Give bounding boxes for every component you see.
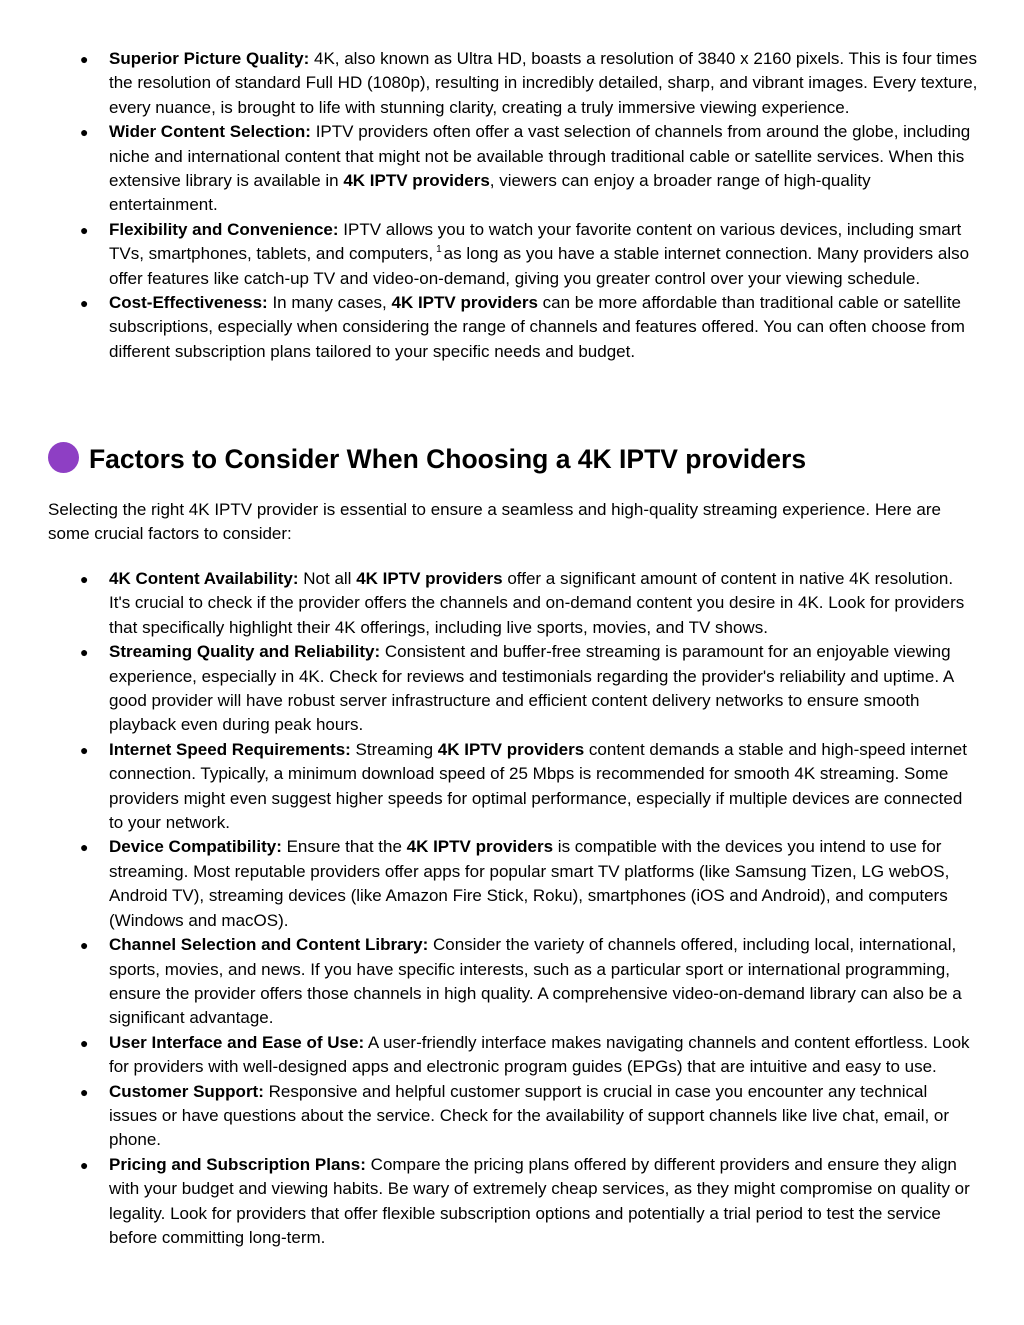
item-text: as long as you have a stable internet connection. Many providers also offer features like catch-up TV and video-on-demand, giving you greater control over your viewing schedule. — [109, 244, 970, 288]
item-title: Cost-Effectiveness: — [109, 293, 268, 313]
list-item — [0, 218, 1024, 291]
keyword: 4K IPTV providers — [437, 739, 585, 759]
bullet-icon: ● — [80, 571, 89, 587]
bullet-icon: ● — [80, 51, 89, 67]
list-item — [0, 291, 1024, 364]
item-text: In many cases, — [267, 293, 392, 313]
heading-text: Factors to Consider When Choosing a 4K IPTV providers — [89, 444, 807, 474]
item-text: content demands a stable and high-speed internet connection. Typically, a minimum download speed of 25 Mbps is recommended for smooth 4K streaming. Some providers might even suggest higher speeds for optimal performance, especially if multiple devices are connected to your network. — [109, 739, 967, 833]
item-text: IPTV allows you to watch your favorite content on various devices, including smart TVs, smartphones, tablets, and computers, — [109, 219, 962, 264]
list-item — [0, 835, 1024, 933]
item-text: 4K, also known as Ultra HD, boasts a resolution of 3840 x 2160 pixels. This is four times the resolution of standard Full HD (1080p), resulting in incredibly detailed, sharp, and vibrant images. Every texture, every nuance, is brought to life with stunning clarity, creating a truly immersive viewing experience. — [109, 49, 978, 117]
item-title: Customer Support: — [109, 1081, 264, 1101]
item-title: Flexibility and Convenience: — [109, 219, 339, 239]
bullet-icon: ● — [80, 644, 89, 661]
item-title: Streaming Quality and Reliability: — [109, 642, 381, 662]
item-text: offer a significant amount of content in native 4K resolution. It's crucial to check if the provider offers the channels and on-demand content you desire in 4K. Look for providers that specifically highlight their 4K offerings, including live sports, movies, and TV shows. — [109, 569, 965, 637]
intro-paragraph: Selecting the right 4K IPTV provider is essential to ensure a seamless and high-quality streaming experience. Here are some crucial factors to consider: — [48, 500, 941, 544]
list-item — [0, 1080, 1024, 1153]
item-text: Responsive and helpful customer support is crucial in case you encounter any technical issues or have questions about the service. Check for the availability of support channels like live chat, email, or phone. — [109, 1081, 950, 1150]
item-text: Compare the pricing plans offered by different providers and ensure they align with your budget and viewing habits. Be wary of extremely cheap services, as they might compromise on quality or legality. Look for providers that offer flexible subscription options and potentially a trial period to test the service before committing long-term. — [109, 1154, 970, 1247]
list-item — [0, 738, 1024, 836]
bullet-icon: ● — [80, 839, 89, 856]
item-text: Consider the variety of channels offered, including local, international, sports, movies, and news. If you have specific interests, such as a particular sport or international programming, ensure the provider offers those channels in high quality. A comprehensive video-on-demand library can also be a significant advantage. — [109, 935, 962, 1028]
bullet-icon: ● — [80, 1083, 89, 1100]
list-item — [0, 120, 1024, 218]
factors-list — [0, 567, 1024, 1250]
list-item — [0, 47, 1024, 120]
item-title: Channel Selection and Content Library: — [109, 935, 429, 955]
list-item — [0, 640, 1024, 738]
item-title: Pricing and Subscription Plans: — [109, 1154, 366, 1174]
keyword: 4K IPTV providers — [391, 293, 538, 313]
item-text: Streaming — [350, 739, 438, 759]
bullet-icon: ● — [80, 1156, 89, 1173]
bullet-icon: ● — [80, 295, 89, 312]
item-title: Device Compatibility: — [109, 837, 282, 857]
item-text: Not all — [298, 569, 357, 588]
list-item — [0, 1031, 1024, 1080]
bullet-icon: ● — [80, 124, 89, 141]
item-text: Ensure that the — [281, 837, 407, 857]
item-text: A user-friendly interface makes navigating channels and content effortless. Look for providers with well-designed apps and electronic program guides (EPGs) that are intuitive and easy to use. — [109, 1032, 970, 1077]
bullet-icon: ● — [80, 741, 89, 758]
benefits-list — [0, 47, 1024, 364]
list-item — [0, 567, 1024, 640]
bullet-icon: ● — [80, 221, 89, 238]
item-text: IPTV providers often offer a vast selection of channels from around the globe, including niche and international content that might not be available through traditional cable or satellite services. When this extensive library is available in — [109, 122, 971, 191]
keyword: 4K IPTV providers — [406, 837, 554, 857]
item-text: is compatible with the devices you intend to use for streaming. Most reputable providers offer apps for popular smart TV platforms (like Samsung Tizen, LG webOS, Android TV), streaming devices (like Amazon Fire Stick, Roku), smartphones (iOS and Android), and computers (Windows and macOS). — [109, 837, 950, 930]
item-title: 4K Content Availability: — [109, 569, 299, 588]
purple-circle-icon — [48, 442, 79, 473]
item-title: User Interface and Ease of Use: — [109, 1032, 365, 1052]
list-item — [0, 933, 1024, 1031]
item-text: Consistent and buffer-free streaming is paramount for an enjoyable viewing experience, especially in 4K. Check for reviews and testimonials regarding the provider's reliability and uptime. A good provider will have robust server infrastructure and efficient content delivery networks to ensure smooth playback even during peak hours. — [109, 642, 954, 735]
item-text: can be more affordable than traditional cable or satellite subscriptions, especially when considering the range of channels and features offered. You can often choose from different subscription plans tailored to your specific needs and budget. — [109, 293, 965, 361]
item-text: , viewers can enjoy a broader range of high-quality entertainment. — [109, 171, 871, 215]
section-heading — [48, 441, 806, 477]
bullet-icon: ● — [80, 1034, 89, 1051]
item-title: Superior Picture Quality: — [109, 49, 310, 68]
keyword: 4K IPTV providers — [343, 171, 490, 191]
item-title: Wider Content Selection: — [109, 122, 311, 142]
keyword: 4K IPTV providers — [356, 569, 503, 588]
bullet-icon: ● — [80, 937, 89, 954]
footnote-marker[interactable]: 1 — [436, 244, 442, 256]
list-item — [0, 1153, 1024, 1251]
item-title: Internet Speed Requirements: — [109, 739, 351, 759]
